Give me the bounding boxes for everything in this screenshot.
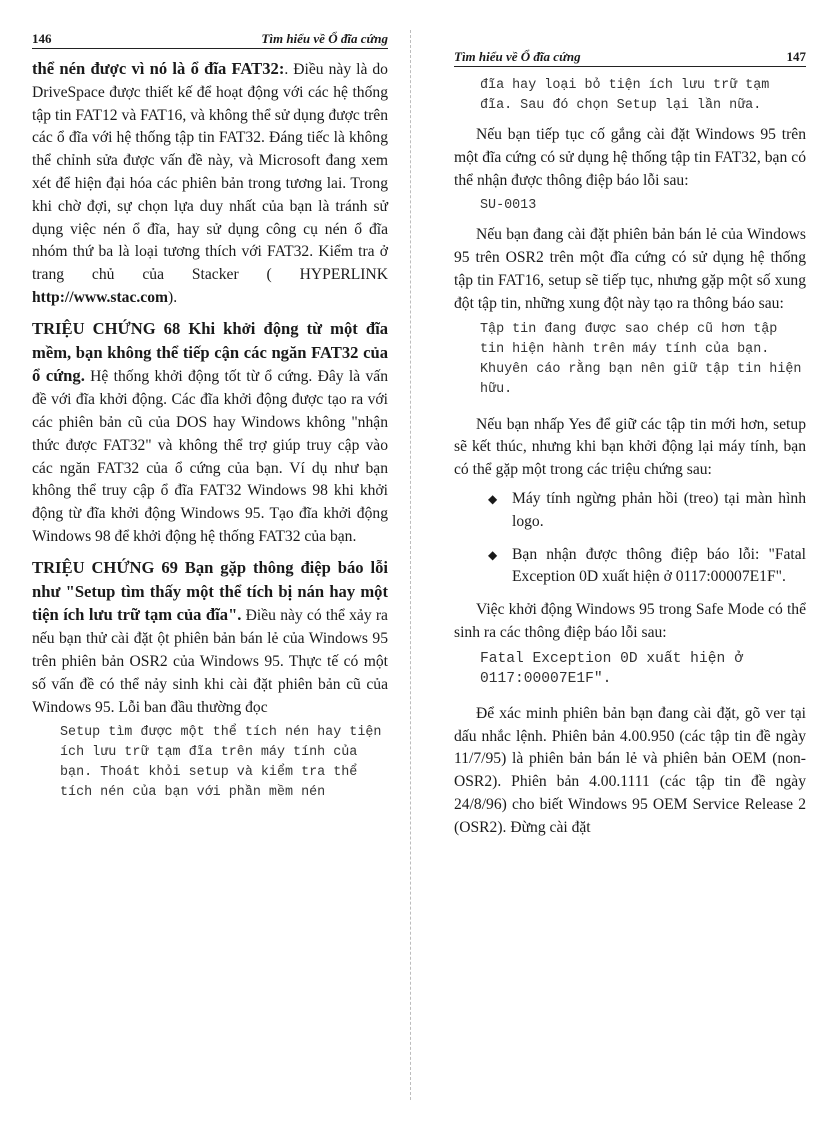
symptom-69-heading: TRIỆU CHỨNG 69 Bạn gặp thông điệp báo lỗi như "Setup tìm thấy một thể tích bị nán hay một tiện ích lưu trữ tạm của đĩa".: [32, 557, 388, 625]
left-text-column: [32, 58, 388, 803]
bullet-text: Máy tính ngừng phản hồi (treo) tại màn hình logo.: [512, 489, 806, 530]
bullet-item-2: [454, 544, 806, 590]
left-page-number: 146: [32, 31, 52, 46]
right-paragraph-1: Nếu bạn tiếp tục cố gắng cài đặt Windows 95 trên một đĩa cứng có sử dụng hệ thống tập tin FAT32, bạn có thể nhận được thông điệp báo lỗi sau:: [454, 126, 806, 189]
right-paragraph-4: Việc khởi động Windows 95 trong Safe Mode có thể sinh ra các thông điệp báo lỗi sau:: [454, 601, 806, 641]
paragraph-text: . Điều này là do DriveSpace được thiết kế để hoạt động với các hệ thống tập tin FAT12 và FAT16, và không thể sử dụng được trên các ổ đĩa với hệ thống tập tin FAT32. Đáng tiếc là không thể chỉnh sửa được vấn đề này, và Microsoft đang xem xét để hiện đại hóa các phiên bản trong tương lai. Trong khi chờ đợi, sự chọn lựa duy nhất của bạn là tránh sử dụng việc nén ổ đĩa, hay sử dụng công cụ nén ổ đĩa nhóm thứ ba là loại tương thích với FAT32. Kiểm tra ở trang chủ của Stacker ( HYPERLINK: [32, 61, 388, 284]
left-paragraph-1: [32, 58, 388, 310]
paragraph-end: ).: [168, 288, 178, 306]
left-running-title: Tìm hiểu về Ổ đĩa cứng: [261, 31, 388, 46]
error-code-su0013: SU-0013: [480, 198, 537, 214]
symptom-68-text: Hệ thống khởi động tốt từ ổ cứng. Đây là vấn đề với đĩa khởi động. Các đĩa khởi động được tạo ra với các phiên bản cũ của DOS hay Windows không "nhận thức được FAT32" và không thể trợ giúp truy cập vào các ngăn FAT32 của ổ cứng của bạn. Ví dụ như bạn không thể truy cập ổ đĩa FAT32 Windows 98 khi khởi động từ đĩa khởi động Windows 95. Tạo đĩa khởi động Windows 98 để khởi động hệ thống FAT32 của bạn.: [32, 368, 388, 545]
right-page-header: [454, 48, 806, 67]
right-page: [416, 0, 816, 1123]
code-block-1-continued: đĩa hay loại bỏ tiện ích lưu trữ tạm đĩa. Sau đó chọn Setup lại lần nữa.: [480, 78, 770, 113]
right-running-title: Tìm hiểu về Ổ đĩa cứng: [454, 49, 581, 64]
left-page-header: [32, 30, 388, 49]
code-block-1: Setup tìm được một thể tích nén hay tiện ích lưu trữ tạm đĩa trên máy tính của bạn. Thoát khỏi setup và kiểm tra thể tích nén của bạn với phần mềm nén: [60, 725, 382, 801]
continued-bold-heading: thể nén được vì nó là ổ đĩa FAT32:: [32, 59, 285, 78]
page-gutter-divider: [410, 30, 411, 1100]
symptom-69-text: Điều này có thể xảy ra nếu bạn thử cài đặt ột phiên bản bán lẻ của Windows 95 trên phiên bản OSR2 của Windows 95. Thực tế có một số vấn đề có thể nảy sinh khi cài đặt phiên bản cũ của Windows 95. Lỗi ban đầu thường đọc: [32, 607, 388, 716]
stacker-link[interactable]: http://www.stac.com: [32, 288, 168, 306]
diamond-bullet-icon: ◆: [488, 547, 498, 562]
right-paragraph-5: Để xác minh phiên bản bạn đang cài đặt, gõ ver tại dấu nhắc lệnh. Phiên bản 4.00.950 (các tập tin đề ngày 11/7/95) là phiên bản bán lẻ và phiên bản OEM (non-OSR2). Phiên bản 4.00.1111 (các tập tin đề ngày 24/8/96) cho biết Windows 95 OEM Service Release 2 (OSR2). Đừng cài đặt: [454, 704, 806, 836]
diamond-bullet-icon: ◆: [488, 491, 498, 506]
code-block-4: Fatal Exception 0D xuất hiện ở 0117:00007E1F".: [480, 650, 743, 687]
symptom-bullet-list: [454, 488, 806, 589]
right-text-column: [454, 76, 806, 840]
symptom-69: [32, 557, 388, 720]
right-page-number: 147: [786, 49, 806, 64]
right-paragraph-3: Nếu bạn nhấp Yes để giữ các tập tin mới hơn, setup sẽ kết thúc, nhưng khi bạn khởi động lại máy tính, bạn có thể gặp một trong các triệu chứng sau:: [454, 415, 806, 479]
bullet-item-1: [454, 488, 806, 534]
code-block-3: Tập tin đang được sao chép cũ hơn tập tin hiện hành trên máy tính của bạn. Khuyên cáo rằng bạn nên giữ tập tin hiện hữu.: [480, 321, 802, 397]
symptom-68: [32, 318, 388, 549]
right-paragraph-2: Nếu bạn đang cài đặt phiên bản bán lẻ của Windows 95 trên OSR2 trên một đĩa cứng có sử dụng hệ thống tập tin FAT16, setup sẽ tiếp tục, nhưng gặp một số xung đột tập tin, những xung đột này tạo ra thông báo sau:: [454, 226, 806, 312]
symptom-68-heading: TRIỆU CHỨNG 68 Khi khởi động từ một đĩa mềm, bạn không thể tiếp cận các ngăn FAT32 của ổ cứng.: [32, 318, 388, 386]
bullet-text: Bạn nhận được thông điệp báo lỗi: "Fatal Exception 0D xuất hiện ở 0117:00007E1F".: [512, 545, 806, 586]
